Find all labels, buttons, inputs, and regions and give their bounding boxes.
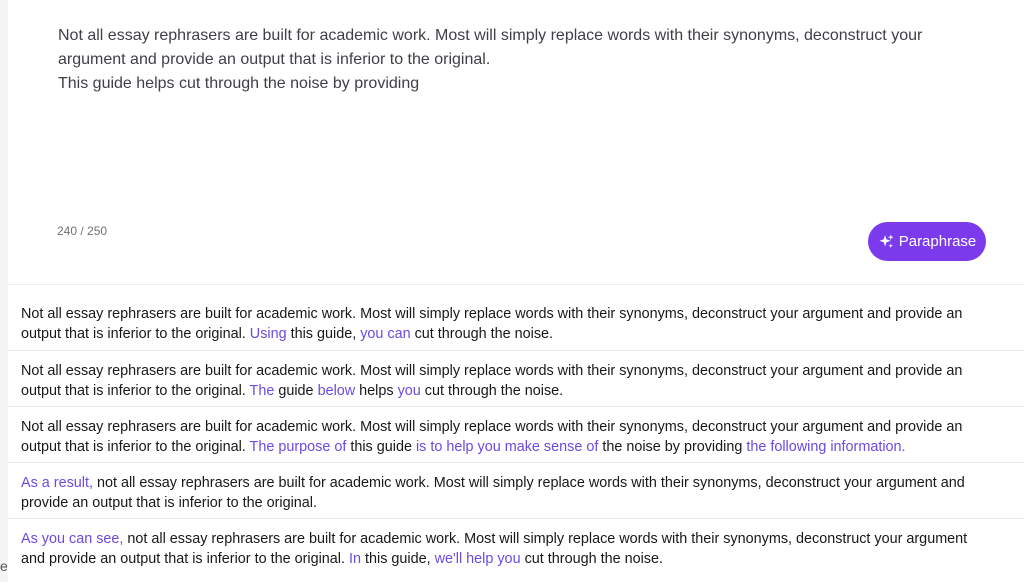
unchanged-text: the noise by providing xyxy=(598,439,747,455)
changed-text: we'll help you xyxy=(434,551,521,567)
changed-text: you xyxy=(397,383,421,399)
changed-text: is to help you make sense of xyxy=(415,439,599,455)
unchanged-text: guide xyxy=(274,383,318,399)
input-line: argument and provide an output that is inferior to the original. xyxy=(58,51,491,68)
paraphrase-option-3[interactable] xyxy=(8,406,1024,462)
changed-text: The xyxy=(249,383,275,399)
paraphrase-button[interactable] xyxy=(868,222,986,261)
left-panel-edge xyxy=(0,0,8,582)
input-text-area[interactable] xyxy=(58,24,958,96)
changed-text: Using xyxy=(249,326,287,342)
paraphrase-option-4[interactable] xyxy=(8,462,1024,518)
unchanged-text: this guide, xyxy=(361,551,435,567)
paraphrase-option-5[interactable] xyxy=(8,518,1024,574)
unchanged-text: this guide, xyxy=(286,326,361,342)
changed-text: you can xyxy=(360,326,411,342)
unchanged-text: cut through the noise. xyxy=(420,383,564,399)
paraphrase-option-2[interactable] xyxy=(8,350,1024,406)
changed-text: below xyxy=(317,383,356,399)
unchanged-text: Not all essay rephrasers are built for academic work. Most will simply replace words with their synonyms, deconstruct your argument and provide an output that is inferior to the original. xyxy=(21,419,963,455)
changed-text: As a result, xyxy=(21,475,93,491)
changed-text: In xyxy=(349,551,362,567)
edge-text: e xyxy=(0,558,8,574)
input-editor[interactable] xyxy=(8,0,1024,285)
changed-text: the following information. xyxy=(746,439,906,455)
unchanged-text: cut through the noise. xyxy=(520,551,663,567)
unchanged-text: not all essay rephrasers are built for academic work. Most will simply replace words with their synonyms, deconstruct your argument and provide an output that is inferior to the original. xyxy=(21,475,965,511)
unchanged-text: not all essay rephrasers are built for academic work. Most will simply replace words with their synonyms, deconstruct your argument and provide an output that is inferior to the original. xyxy=(21,531,968,567)
paraphrase-button-label: Paraphrase xyxy=(898,233,977,250)
unchanged-text: helps xyxy=(355,383,398,399)
changed-text: As you can see, xyxy=(21,531,124,547)
unchanged-text: this guide xyxy=(346,439,416,455)
changed-text: The purpose of xyxy=(249,439,347,455)
input-line: This guide helps cut through the noise by providing xyxy=(58,75,420,92)
character-count: 240 / 250 xyxy=(57,224,108,238)
paraphrase-results-list xyxy=(8,294,1024,574)
unchanged-text: Not all essay rephrasers are built for academic work. Most will simply replace words with their synonyms, deconstruct your argument and provide an output that is inferior to the original. xyxy=(21,363,963,399)
unchanged-text: Not all essay rephrasers are built for academic work. Most will simply replace words with their synonyms, deconstruct your argument and provide an output that is inferior to the original. xyxy=(21,306,963,342)
sparkles-icon xyxy=(878,233,895,250)
paraphrase-option-1[interactable] xyxy=(8,294,1024,350)
unchanged-text: cut through the noise. xyxy=(410,326,554,342)
input-line: Not all essay rephrasers are built for academic work. Most will simply replace words with their synonyms, deconstruct your xyxy=(58,27,923,44)
